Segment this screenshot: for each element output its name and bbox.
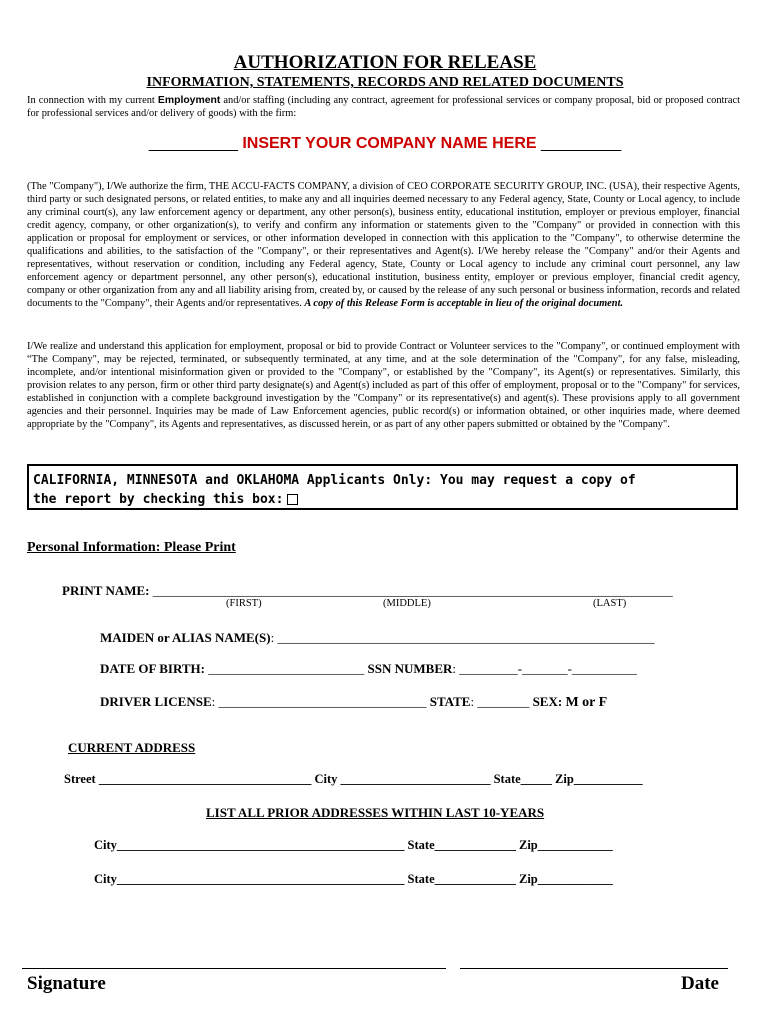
state-label: STATE bbox=[426, 694, 471, 709]
sex-label: SEX: bbox=[529, 694, 566, 709]
company-line-right: _________ bbox=[541, 135, 622, 152]
license-line: : ________________________________ bbox=[211, 694, 427, 709]
date-line[interactable] bbox=[460, 968, 728, 969]
document-title: AUTHORIZATION FOR RELEASE bbox=[233, 52, 537, 73]
ssn-line: : _________-_______-__________ bbox=[452, 661, 637, 676]
personal-info-header: Personal Information: Please Print bbox=[27, 540, 236, 555]
maiden-name-line: : __________________________________________________________ bbox=[270, 630, 655, 645]
document-subtitle: INFORMATION, STATEMENTS, RECORDS AND RELATED DOCUMENTS bbox=[146, 75, 624, 90]
company-name-placeholder[interactable] bbox=[0, 135, 770, 153]
maiden-name-label: MAIDEN or ALIAS NAME(S) bbox=[100, 630, 271, 645]
license-label: DRIVER LICENSE bbox=[100, 694, 212, 709]
dob-line: ________________________ bbox=[208, 661, 365, 676]
notice-line-2: the report by checking this box: bbox=[33, 492, 284, 507]
print-name-row[interactable] bbox=[62, 583, 673, 599]
notice-line-1: CALIFORNIA, MINNESOTA and OKLAHOMA Applicants Only: You may request a copy of bbox=[33, 473, 636, 488]
dob-label: DATE OF BIRTH: bbox=[100, 661, 209, 676]
date-label: Date bbox=[681, 973, 719, 994]
prior-addresses-header: LIST ALL PRIOR ADDRESSES WITHIN LAST 10-YEARS bbox=[206, 805, 545, 820]
company-name-text: INSERT YOUR COMPANY NAME HERE bbox=[242, 135, 537, 152]
notice-box bbox=[27, 464, 738, 510]
authorization-body: (The "Company"), I/We authorize the firm, THE ACCU-FACTS COMPANY, a division of CEO CORPORATE SECURITY GROUP, INC. (USA), their respective Agents, third party or such designated persons, or related entities, to make any and all inquiries deemed necessary to any Federal agency, State, County or Local agency, to include any criminal court(s), any law enforcement agency or department, any other person(s), business entity, educational institution, employer or previous employer, financial credit agency, company, or other organization(s), to verify and confirm any information or statements given to the "Company" or provided in connection with this application or proposal for employment or services, or other information developed in connection with this application to the "Company", to otherwise determine the qualifications and abilities, to the satisfaction of the "Company", or their representatives and Agent(s). I/We hereby release the "Company" and/or their Agents and representatives, without reservation or condition, including any Federal agency, State, County or Local agency to include any criminal court personnel, any law enforcement agency or department personnel, any other person(s), educational institution, business entity, employer or previous employer, financial credit agency, company or other organization from any and all liability arising from, created by, or caused by the release of any such personal or business information, records and related documents to the "Company", their Agents and/or representatives. bbox=[27, 181, 740, 310]
driver-license-row[interactable] bbox=[100, 694, 607, 711]
signature-label: Signature bbox=[27, 973, 106, 994]
report-copy-checkbox[interactable] bbox=[287, 494, 298, 505]
intro-emphasis: Employment bbox=[157, 95, 221, 106]
maiden-name-row[interactable] bbox=[100, 630, 654, 646]
current-address-header: CURRENT ADDRESS bbox=[68, 740, 196, 755]
print-name-label: PRINT NAME: bbox=[62, 583, 153, 598]
sex-options[interactable]: M or F bbox=[565, 695, 608, 710]
state-line: : ________ bbox=[470, 694, 530, 709]
first-name-caption: (FIRST) bbox=[226, 598, 262, 609]
copy-acceptable-note: A copy of this Release Form is acceptable in lieu of the original document. bbox=[304, 298, 624, 310]
prior-address-row-1[interactable]: City______________________________________________ State_____________ Zip____________ bbox=[94, 838, 613, 852]
company-line-left: __________ bbox=[148, 135, 238, 152]
signature-line[interactable] bbox=[22, 968, 446, 969]
intro-after: and/or staffing (including any contract, agreement for professional services or company proposal, bid or proposed contract for professional services and/or delivery of goods) with the firm: bbox=[27, 95, 740, 120]
notice-line-2-row bbox=[33, 490, 736, 509]
intro-before: In connection with my current bbox=[27, 95, 158, 106]
street-address-row[interactable]: Street __________________________________ City ________________________ State_____ Zip___________ bbox=[64, 772, 643, 786]
prior-address-row-2[interactable]: City______________________________________________ State_____________ Zip____________ bbox=[94, 872, 613, 886]
understanding-paragraph: I/We realize and understand this application for employment, proposal or bid to provide Contract or Volunteer services to the "Company", or continued employment with “The Company", may be rejected, terminated, or subsequently terminated, at any time, and at the sole determination of the "Company", for any false, misleading, incomplete, and/or intentional misinformation given or provided to the "Company", or established by the "Company", its Agent(s) or representatives. Similarly, this provision relates to any person, firm or other third party designate(s) and Agent(s) included as part of this offer of employment, proposal or to the "Company" for services, established in conjunction with a complete background investigation by the "Company" or its representative(s) and agent(s). These provisions apply to all government agencies and their personnel. Inquiries may be made of Law Enforcement agencies, public record(s) or information obtained, or other inquiries made, where deemed appropriate by the "Company", its Agents and representatives, as discussed herein, or as part of any other papers submitted or obtained by the "Company". bbox=[27, 341, 740, 431]
dob-ssn-row[interactable] bbox=[100, 661, 637, 677]
intro-paragraph bbox=[27, 94, 740, 120]
print-name-line: ________________________________________________________________________________ bbox=[152, 583, 673, 598]
ssn-label: SSN NUMBER bbox=[364, 661, 453, 676]
last-name-caption: (LAST) bbox=[593, 598, 627, 609]
middle-name-caption: (MIDDLE) bbox=[383, 598, 431, 609]
authorization-paragraph bbox=[27, 180, 740, 310]
